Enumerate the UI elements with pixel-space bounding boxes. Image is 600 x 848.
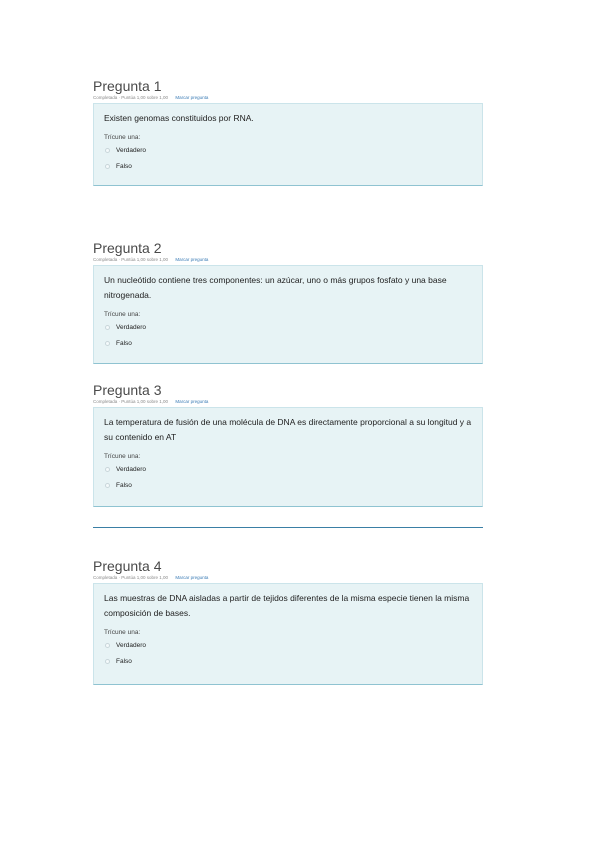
- flag-question-link[interactable]: Marcar pregunta: [175, 257, 209, 262]
- radio-icon[interactable]: [105, 467, 110, 472]
- question-4: [93, 558, 483, 685]
- question-content: [93, 583, 483, 685]
- answer-prompt: Trícune una:: [104, 629, 141, 636]
- section-divider: [93, 527, 483, 528]
- question-meta: [93, 575, 483, 581]
- answer-prompt: Trícune una:: [104, 453, 141, 460]
- option-verdadero[interactable]: [104, 319, 472, 335]
- radio-icon[interactable]: [105, 148, 110, 153]
- option-label: Verdadero: [116, 146, 146, 154]
- flag-question-link[interactable]: Marcar pregunta: [175, 575, 209, 580]
- answer-prompt: Trícune una:: [104, 134, 141, 141]
- option-falso[interactable]: [104, 158, 472, 174]
- option-falso[interactable]: [104, 335, 472, 351]
- question-meta: [93, 257, 483, 263]
- question-meta: [93, 399, 483, 405]
- flag-question-link[interactable]: Marcar pregunta: [175, 95, 209, 100]
- option-verdadero[interactable]: [104, 461, 472, 477]
- question-title: Pregunta 4: [93, 558, 162, 574]
- option-label: Falso: [116, 339, 132, 347]
- question-status: Completada · Puntúa 1,00 sobre 1,00: [93, 95, 169, 100]
- radio-icon[interactable]: [105, 164, 110, 169]
- question-1: [93, 78, 483, 186]
- option-label: Falso: [116, 162, 132, 170]
- question-3: [93, 382, 483, 507]
- question-2: [93, 240, 483, 364]
- option-label: Verdadero: [116, 641, 146, 649]
- radio-icon[interactable]: [105, 483, 110, 488]
- option-verdadero[interactable]: [104, 637, 472, 653]
- flag-question-link[interactable]: Marcar pregunta: [175, 399, 209, 404]
- option-label: Verdadero: [116, 465, 146, 473]
- question-title: Pregunta 3: [93, 382, 162, 398]
- radio-icon[interactable]: [105, 325, 110, 330]
- radio-icon[interactable]: [105, 341, 110, 346]
- question-content: [93, 407, 483, 507]
- question-text: La temperatura de fusión de una molécula de DNA es directamente proporcional a su longitud y a su contenido en AT: [104, 417, 472, 442]
- option-label: Verdadero: [116, 323, 146, 331]
- question-meta: [93, 95, 483, 101]
- question-status: Completada · Puntúa 1,00 sobre 1,00: [93, 575, 169, 580]
- option-verdadero[interactable]: [104, 142, 472, 158]
- question-title: Pregunta 2: [93, 240, 162, 256]
- question-text: Existen genomas constituidos por RNA.: [104, 113, 254, 123]
- question-text: Un nucleótido contiene tres componentes: un azúcar, uno o más grupos fosfato y una base nitrogenada.: [104, 275, 447, 300]
- option-label: Falso: [116, 481, 132, 489]
- option-falso[interactable]: [104, 477, 472, 493]
- option-label: Falso: [116, 657, 132, 665]
- option-falso[interactable]: [104, 653, 472, 669]
- question-title: Pregunta 1: [93, 78, 162, 94]
- radio-icon[interactable]: [105, 643, 110, 648]
- question-status: Completada · Puntúa 1,00 sobre 1,00: [93, 257, 169, 262]
- question-content: [93, 265, 483, 364]
- answer-prompt: Trícune una:: [104, 311, 141, 318]
- question-status: Completada · Puntúa 1,00 sobre 1,00: [93, 399, 169, 404]
- question-text: Las muestras de DNA aisladas a partir de tejidos diferentes de la misma especie tienen la misma composición de bases.: [104, 593, 470, 618]
- radio-icon[interactable]: [105, 659, 110, 664]
- question-content: [93, 103, 483, 186]
